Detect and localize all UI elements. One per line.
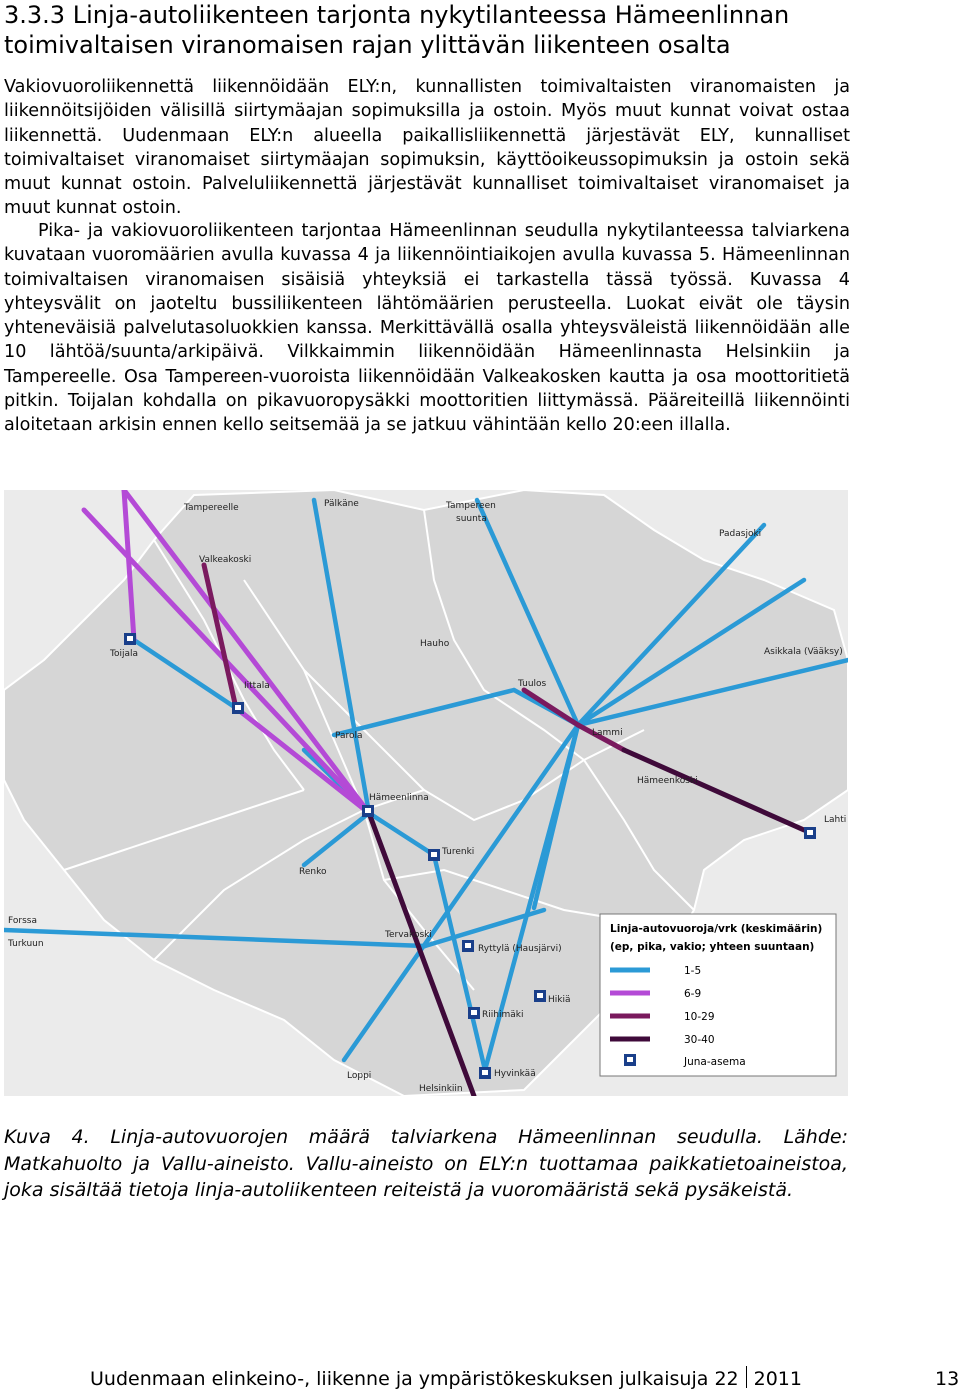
train-station-icon bbox=[468, 1007, 480, 1019]
place-label: Lahti bbox=[824, 815, 847, 825]
place-label: Hauho bbox=[420, 639, 450, 649]
place-label: Hämeenkoski bbox=[637, 776, 698, 786]
place-label: Tampereen bbox=[446, 501, 496, 511]
place-label: Hyvinkää bbox=[494, 1069, 536, 1079]
place-label: Valkeakoski bbox=[199, 555, 252, 565]
place-label: suunta bbox=[456, 514, 487, 524]
legend-label: 6-9 bbox=[684, 988, 702, 1000]
train-station-icon bbox=[534, 990, 546, 1002]
page-footer bbox=[90, 1366, 802, 1392]
page-number: 13 bbox=[935, 1368, 960, 1390]
place-label: Turkuun bbox=[8, 939, 44, 949]
legend-label: 10-29 bbox=[684, 1011, 715, 1023]
place-label: Padasjoki bbox=[719, 529, 762, 539]
place-label: Hämeenlinna bbox=[369, 793, 429, 803]
train-station-icon bbox=[232, 702, 244, 714]
train-station-icon bbox=[428, 849, 440, 861]
footer-divider bbox=[746, 1366, 747, 1388]
place-label: Ryttylä (Hausjärvi) bbox=[478, 944, 562, 954]
train-station-icon bbox=[124, 633, 136, 645]
legend-label: Juna-asema bbox=[684, 1056, 746, 1068]
footer-year: 2011 bbox=[753, 1368, 802, 1390]
place-label: Lammi bbox=[592, 728, 623, 738]
map-legend bbox=[600, 914, 836, 1076]
paragraph-2: Pika- ja vakiovuoroliikenteen tarjontaa Hämeenlinnan seudulla nykytilanteessa talviarkena kuvataan vuoromäärien avulla kuvassa 4 ja liikennöintiaikojen avulla kuvassa 5. Hämeenlinnan toimivaltaisen viranomaisen sisäisiä yhteyksiä ei tarkastella tässä työssä. Kuvassa 4 yhteysvälit on jaoteltu bussiliikenteen lähtömäärien perusteella. Luokat eivät ole täysin yhteneväisiä palvelutasoluokkien kanssa. Merkittävällä osalla yhteysväleistä liikennöidään alle 10 lähtöä/suunta/arkipäivä. Vilkkaimmin liikennöidään Hämeenlinnasta Helsinkiin ja Tampereelle. Osa Tampereen-vuoroista liikennöidään Valkeakosken kautta ja osa moottoritietä pitkin. Toijalan kohdalla on pikavuoropysäkki moottoritien liittymässä. Pääreiteillä liikennöinti aloitetaan arkisin ennen kello seitsemää ja se jatkuu vähintään kello 20:een illalla. bbox=[4, 221, 850, 436]
place-label: Iittala bbox=[244, 681, 270, 691]
place-label: Renko bbox=[299, 867, 327, 877]
figure-caption: Kuva 4. Linja-autovuorojen määrä talviarkena Hämeenlinnan seudulla. Lähde: Matkahuolto ja Vallu-aineisto. Vallu-aineisto on ELY:n tuottamaa paikkatietoaineistoa, joka sisältää tietoja linja-autoliikenteen reiteistä ja vuoromääristä sekä pysäkeistä. bbox=[4, 1126, 848, 1201]
train-station-icon bbox=[624, 1054, 636, 1066]
train-station-icon bbox=[804, 827, 816, 839]
train-station-icon bbox=[462, 940, 474, 952]
place-label: Pälkäne bbox=[324, 499, 359, 509]
legend-label: 30-40 bbox=[684, 1034, 715, 1046]
place-label: Loppi bbox=[347, 1071, 372, 1081]
section-heading: 3.3.3 Linja-autoliikenteen tarjonta nykytilanteessa Hämeenlinnan toimivaltaisen viranomaisen rajan ylittävän liikenteen osalta bbox=[4, 1, 790, 59]
legend-title-line1: Linja-autovuoroja/vrk (keskimäärin) bbox=[610, 923, 823, 935]
legend-label: 1-5 bbox=[684, 965, 702, 977]
place-label: Asikkala (Vääksy) bbox=[764, 647, 843, 657]
place-label: Tampereelle bbox=[184, 503, 239, 513]
place-label: Turenki bbox=[442, 847, 475, 857]
place-label: Toijala bbox=[110, 649, 139, 659]
place-label: Riihimäki bbox=[482, 1010, 524, 1020]
paragraph-1: Vakiovuoroliikennettä liikennöidään ELY:n, kunnallisten toimivaltaisten viranomaisten ja liikennöitsijöiden välisillä siirtymäajan sopimuksilla ja ostoin. Myös muut kunnat voivat ostaa liikennettä. Uudenmaan ELY:n alueella paikallisliikennettä järjestävät ELY, kunnalliset toimivaltaiset viranomaiset siirtymäajan sopimuksin, käyttöoikeussopimuksin ja ostoin sekä muut kunnat ostoin. Palveluliikennettä järjestävät kunnalliset toimivaltaiset viranomaiset ja muut kunnat ostoin. bbox=[4, 77, 850, 219]
train-station-icon bbox=[479, 1067, 491, 1079]
bus-service-map bbox=[4, 490, 848, 1096]
place-label: Tervakoski bbox=[385, 930, 432, 940]
place-label: Tuulos bbox=[518, 679, 547, 689]
place-label: Helsinkiin bbox=[419, 1084, 463, 1094]
footer-publication: Uudenmaan elinkeino-, liikenne ja ympäristökeskuksen julkaisuja 22 bbox=[90, 1368, 739, 1390]
place-label: Hikiä bbox=[548, 995, 571, 1005]
train-station-icon bbox=[362, 805, 374, 817]
place-label: Parola bbox=[335, 731, 363, 741]
place-label: Forssa bbox=[8, 916, 37, 926]
legend-title-line2: (ep, pika, vakio; yhteen suuntaan) bbox=[610, 941, 815, 953]
